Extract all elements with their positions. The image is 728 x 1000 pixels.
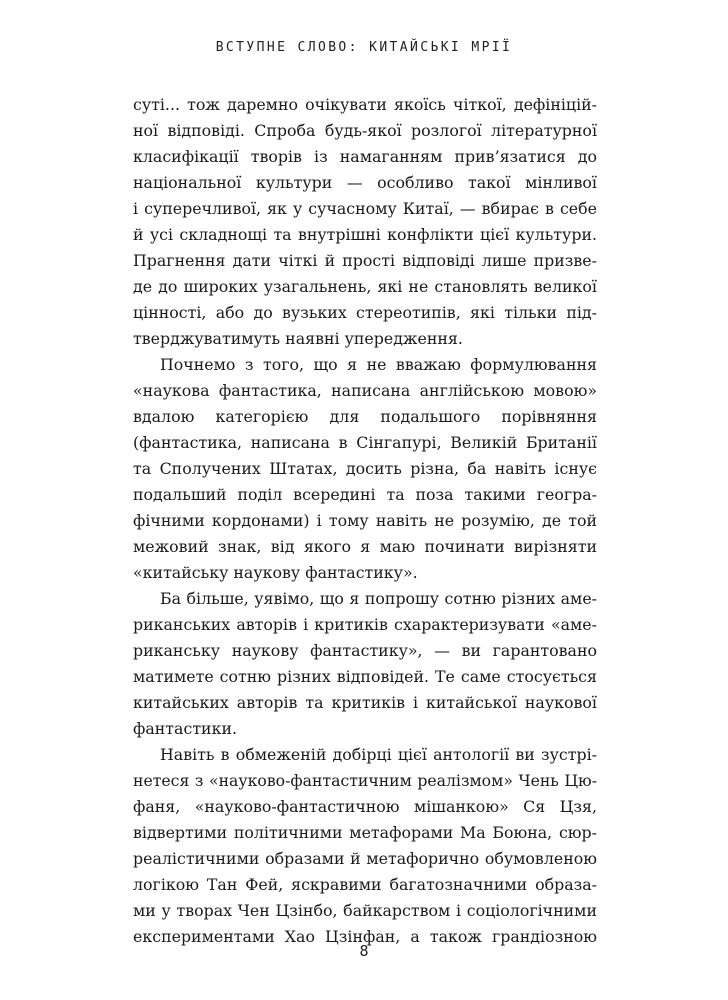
text-line: вдалою категорією для подальшого порівняння — [133, 407, 597, 426]
text-line: Навіть в обмеженій добірці цієї антології ви зустрі- — [160, 745, 597, 764]
text-line: китайських авторів та критиків і китайської наукової — [133, 693, 597, 712]
text-line: та Сполучених Штатах, досить різна, ба навіть існує — [133, 459, 597, 478]
text-line: Почнемо з того, що я не вважаю формулювання — [160, 355, 597, 374]
text-line: риканських авторів і критиків схарактеризувати «аме- — [133, 615, 597, 634]
text-line: ної відповіді. Спроба будь-якої розлогої літературної — [133, 121, 597, 140]
text-line: нетеся з «науково-фантастичним реалізмом» Чень Цю- — [133, 771, 597, 790]
text-line: Ба більше, уявімо, що я попрошу сотню різних аме- — [160, 589, 597, 608]
text-line: національної культури — особливо такої мінливої — [133, 173, 597, 192]
body-text — [133, 92, 597, 950]
text-line: «наукова фантастика, написана англійською мовою» — [133, 381, 597, 400]
paragraph — [133, 586, 597, 742]
text-line: риканську наукову фантастику», — ви гарантовано — [133, 641, 597, 660]
text-line: і суперечливої, як у сучасному Китаї, — вбирає в себе — [133, 199, 597, 218]
text-line: (фантастика, написана в Сінгапурі, Великій Британії — [133, 433, 597, 452]
text-line: суті... тож даремно очікувати якоїсь чіткої, дефініцій- — [133, 95, 597, 114]
paragraph — [133, 352, 597, 586]
paragraph — [133, 92, 597, 352]
text-line: фічними кордонами) і тому навіть не розумію, де той — [133, 511, 597, 530]
text-line: межовий знак, від якого я маю починати вирізняти — [133, 537, 597, 556]
text-line: відвертими політичними метафорами Ма Боюна, сюр- — [133, 823, 597, 842]
page-number: 8 — [359, 942, 369, 960]
text-line: подальший поділ всередині та поза такими геогра- — [133, 485, 597, 504]
text-line: логікою Тан Фей, яскравими багатозначними образа- — [133, 875, 597, 894]
paragraph — [133, 742, 597, 950]
text-line: «китайську наукову фантастику». — [133, 563, 418, 582]
text-line: матимете сотню різних відповідей. Те саме стосується — [133, 667, 597, 686]
text-line: тверджуватимуть наявні упередження. — [133, 329, 463, 348]
text-line: цінності, або до вузьких стереотипів, які тільки під- — [133, 303, 597, 322]
running-head: ВСТУПНЕ СЛОВО: КИТАЙСЬКІ МРІЇ — [215, 40, 513, 55]
text-line: фантастики. — [133, 719, 238, 738]
text-line: класифікації творів із намаганням прив’язатися до — [133, 147, 597, 166]
text-line: Прагнення дати чіткі й прості відповіді лише призве- — [133, 251, 597, 270]
text-line: й усі складнощі та внутрішні конфлікти цієї культури. — [133, 225, 597, 244]
text-line: де до широких узагальнень, які не становлять великої — [133, 277, 597, 296]
text-line: ми у творах Чен Цзінбо, байкарством і соціологічними — [133, 901, 597, 920]
text-line: експериментами Хао Цзінфан, а також грандіозною — [133, 927, 597, 946]
text-line: реалістичними образами й метафорично обумовленою — [133, 849, 597, 868]
text-line: фаня, «науково-фантастичною мішанкою» Ся Цзя, — [133, 797, 597, 816]
